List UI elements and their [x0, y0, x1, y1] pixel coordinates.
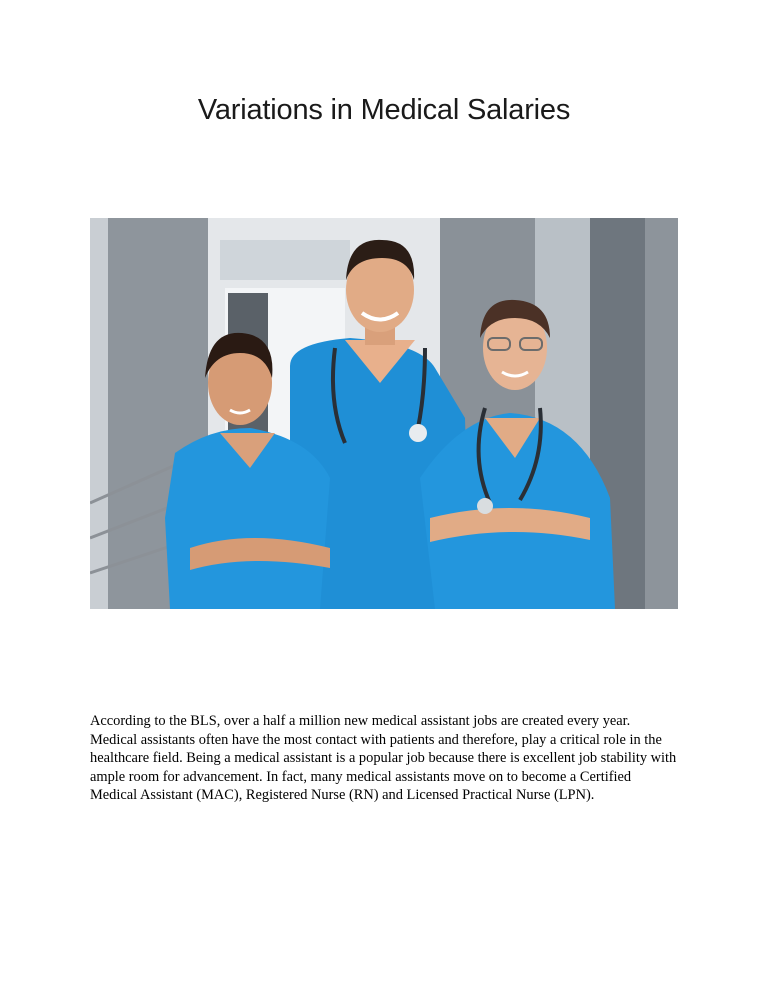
medical-staff-photo [90, 218, 678, 609]
medical-staff-illustration [90, 218, 678, 609]
body-paragraph: According to the BLS, over a half a million new medical assistant jobs are created every year. Medical assistants often have the most contact with patients and therefore, play a critical role in the healthcare field. Being a medical assistant is a popular job because there is excellent job stability with ample room for advancement. In fact, many medical assistants move on to become a Certified Medical Assistant (MAC), Registered Nurse (RN) and Licensed Practical Nurse (LPN). [90, 713, 677, 804]
page-title: Variations in Medical Salaries [197, 94, 571, 126]
